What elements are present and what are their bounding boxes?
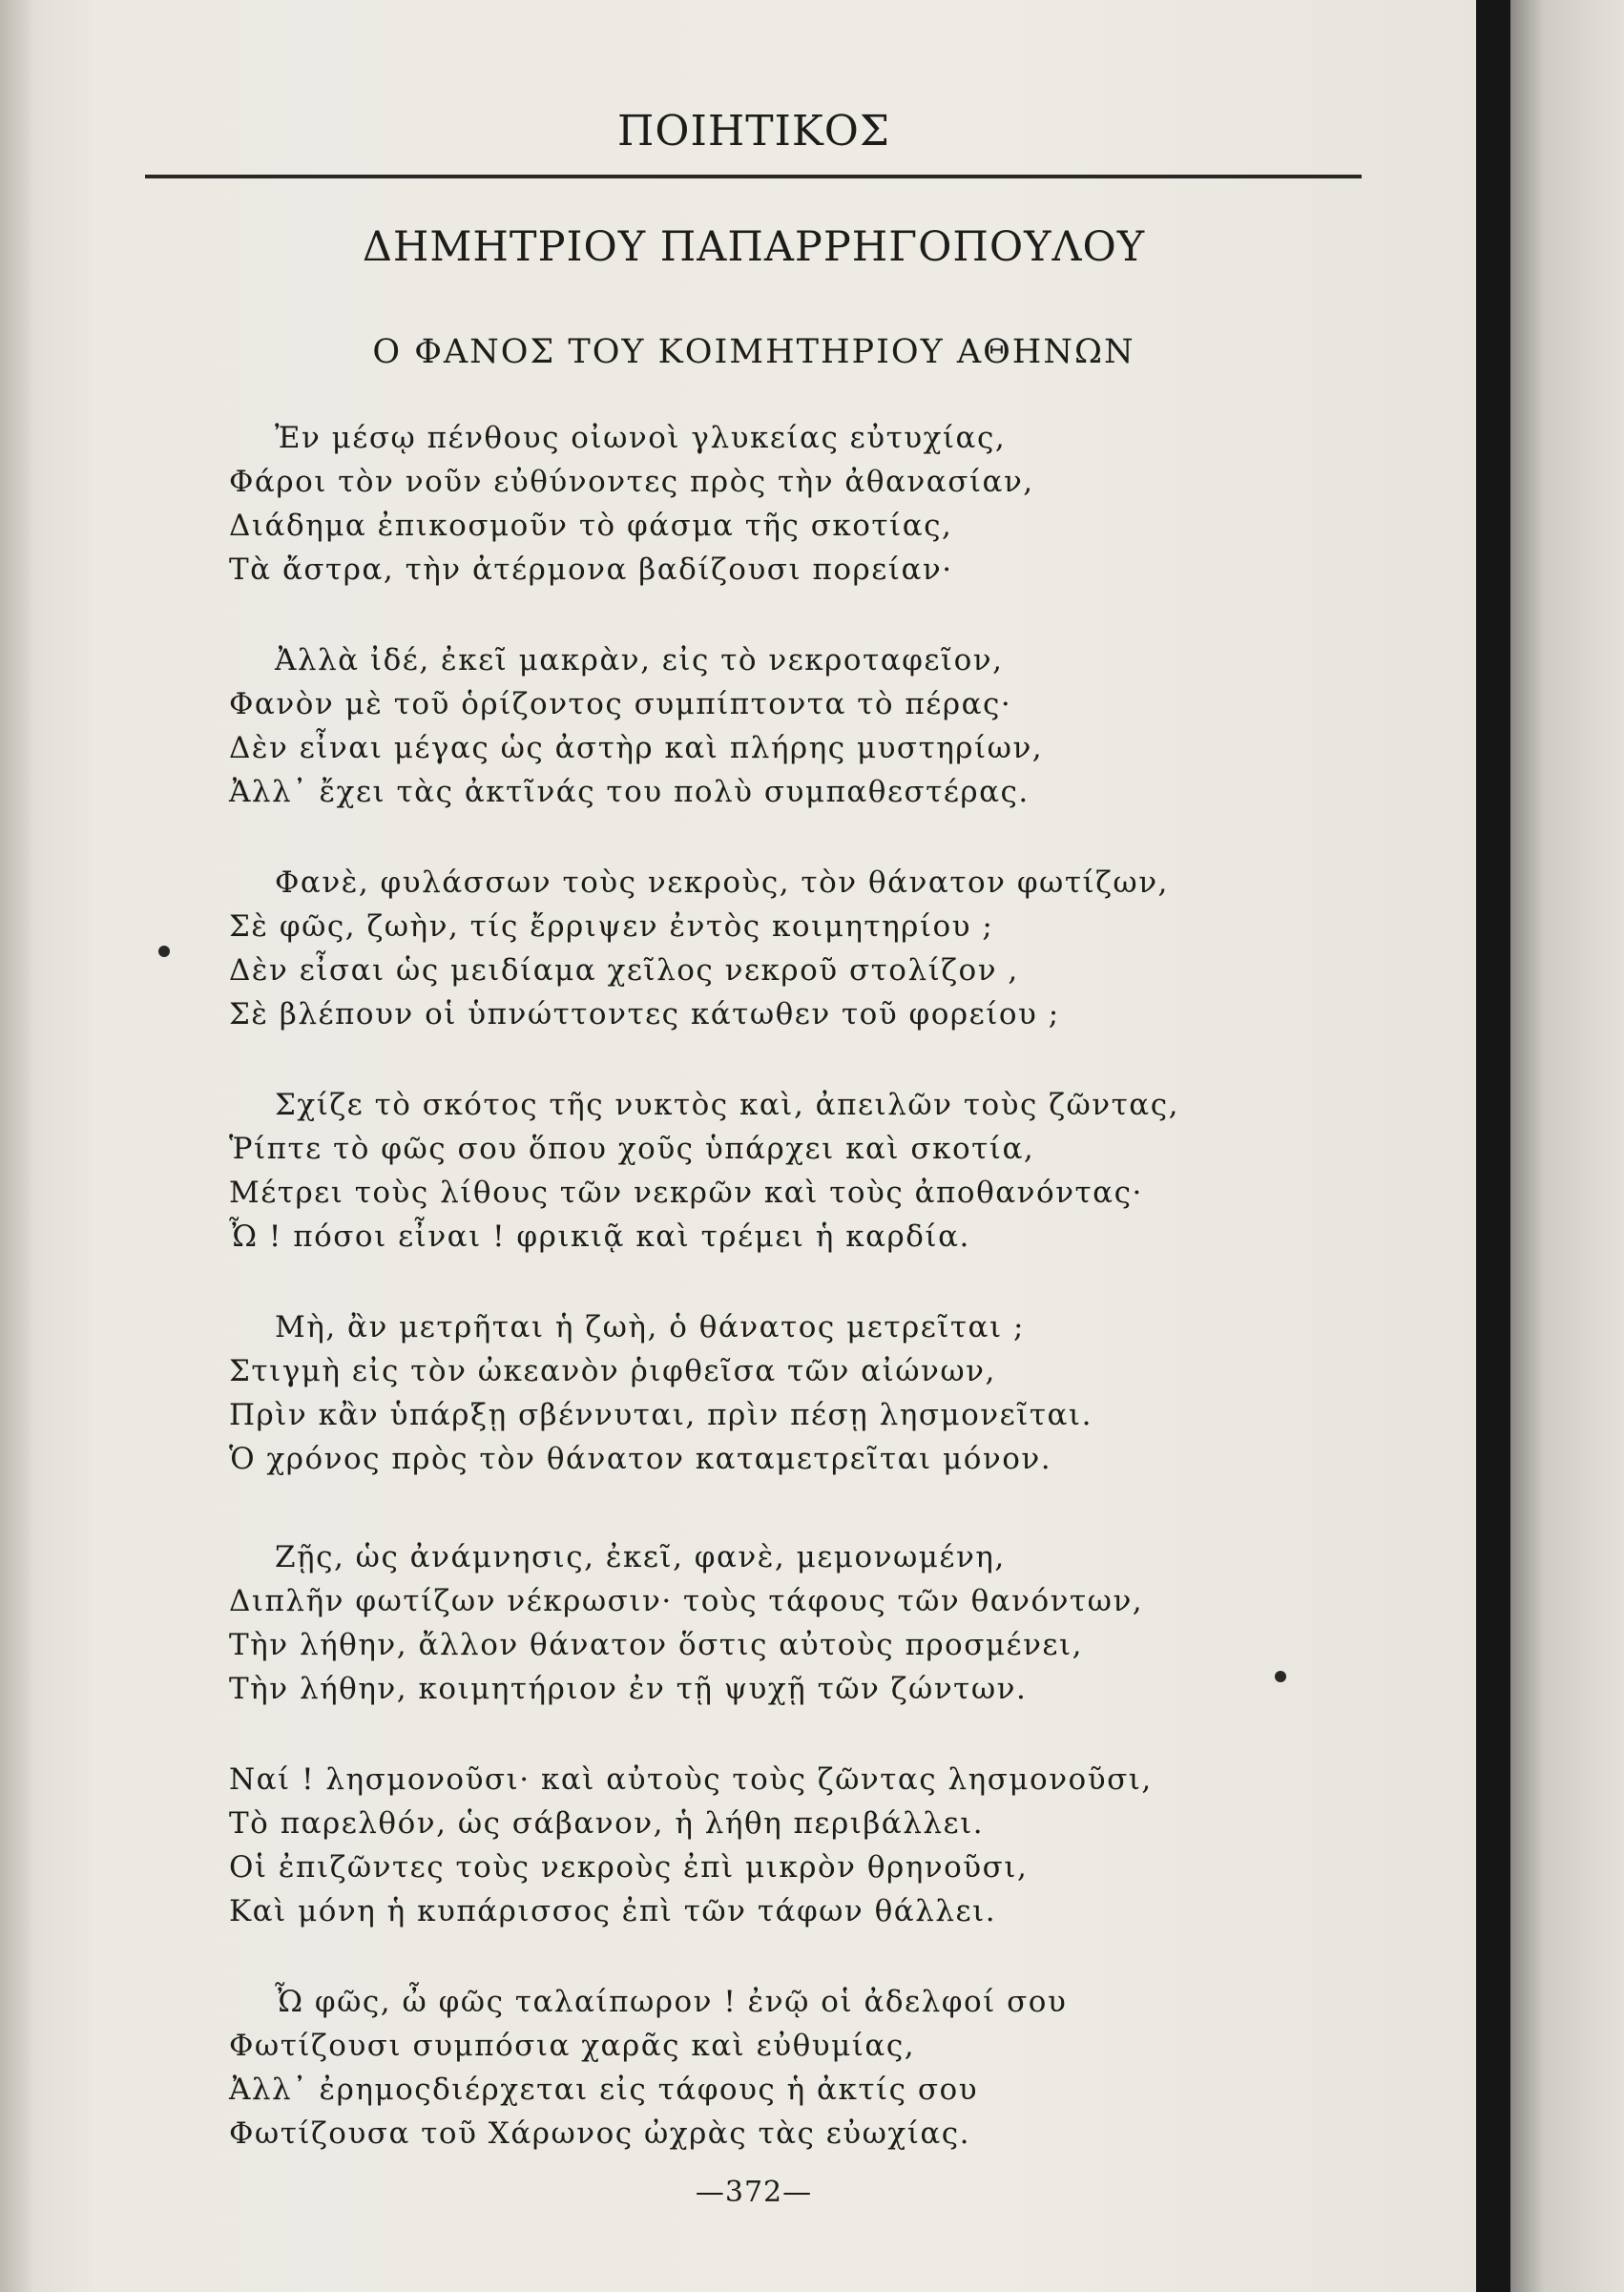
verse-line: Οἱ ἐπιζῶντες τοὺς νεκροὺς ἐπὶ μικρὸν θρηνοῦσι, [229, 1850, 1029, 1885]
stanza [229, 638, 1336, 814]
header-rule [145, 175, 1362, 178]
verse-line: Διάδημα ἐπικοσμοῦν τὸ φάσμα τῆς σκοτίας, [229, 509, 953, 543]
verse-line: Φανὲ, φυλάσσων τοὺς νεκροὺς, τὸν θάνατον φωτίζων, [275, 865, 1169, 900]
verse-line: Ἀλλὰ ἰδέ, ἐκεῖ μακρὰν, εἰς τὸ νεκροταφεῖον, [275, 643, 1004, 677]
verse-line: Μέτρει τοὺς λίθους τῶν νεκρῶν καὶ τοὺς ἀποθανόντας· [229, 1176, 1143, 1210]
verse-line: Δὲν εἶσαι ὡς μειδίαμα χεῖλος νεκροῦ στολίζον , [229, 953, 1019, 988]
book-binding [1476, 0, 1510, 2292]
verse-line: Μὴ, ἂν μετρῆται ἡ ζωὴ, ὁ θάνατος μετρεῖται ; [275, 1310, 1025, 1344]
verse-line: Φανὸν μὲ τοῦ ὁρίζοντος συμπίπτοντα τὸ πέρας· [229, 687, 1012, 721]
stanza [229, 1083, 1336, 1259]
ink-speck [1275, 1671, 1286, 1682]
facing-page-edge [1510, 0, 1624, 2292]
verse-line: Σχίζε τὸ σκότος τῆς νυκτὸς καὶ, ἀπειλῶν τοὺς ζῶντας, [275, 1088, 1179, 1122]
verse-line: Στιγμὴ εἰς τὸν ὠκεανὸν ῥιφθεῖσα τῶν αἰώνων, [229, 1354, 996, 1388]
verse-line: Ὦ ! πόσοι εἶναι ! φρικιᾷ καὶ τρέμει ἡ καρδία. [229, 1219, 970, 1254]
poem-body [229, 416, 1336, 2202]
verse-line: Ἐν μέσῳ πένθους οἰωνοὶ γλυκείας εὐτυχίας, [275, 421, 1007, 455]
running-head: ΠΟΙΗΤΙΚΟΣ [617, 107, 890, 156]
verse-line: Ναί ! λησμονοῦσι· καὶ αὐτοὺς τοὺς ζῶντας λησμονοῦσι, [229, 1762, 1153, 1797]
stanza [229, 1305, 1336, 1481]
page-number: —372— [695, 2176, 813, 2209]
page-gutter-shadow [0, 0, 34, 2292]
stanza [229, 1535, 1336, 1711]
verse-line: Σὲ βλέπουν οἱ ὑπνώττοντες κάτωθεν τοῦ φορείου ; [229, 997, 1060, 1031]
verse-line: Ῥίπτε τὸ φῶς σου ὅπου χοῦς ὑπάρχει καὶ σκοτία, [229, 1132, 1035, 1166]
verse-line: Καὶ μόνη ἡ κυπάρισσος ἐπὶ τῶν τάφων θάλλει. [229, 1894, 997, 1928]
stanza [229, 1980, 1336, 2156]
verse-line: Δὲν εἶναι μέγας ὡς ἀστὴρ καὶ πλήρης μυστηρίων, [229, 731, 1044, 765]
verse-line: Ἀλλ᾽ ἔχει τὰς ἀκτῖνάς του πολὺ συμπαθεστέρας. [229, 775, 1030, 809]
verse-line: Ζῇς, ὡς ἀνάμνησις, ἐκεῖ, φανὲ, μεμονωμένη, [275, 1540, 1006, 1574]
verse-line: Φωτίζουσι συμπόσια χαρᾶς καὶ εὐθυμίας, [229, 2029, 916, 2063]
verse-line: Τὸ παρελθόν, ὡς σάβανον, ἡ λήθη περιβάλλει. [229, 1806, 985, 1841]
verse-line: Ἀλλ᾽ ἐρημοςδιέρχεται εἰς τάφους ἡ ἀκτίς σου [229, 2073, 979, 2107]
stanza [229, 416, 1336, 592]
stanza [229, 861, 1336, 1036]
verse-line: Σὲ φῶς, ζωὴν, τίς ἔρριψεν ἐντὸς κοιμητηρίου ; [229, 909, 994, 944]
stanza [229, 1758, 1336, 1933]
verse-line: Ὦ φῶς, ὦ φῶς ταλαίπωρον ! ἐνῷ οἱ ἀδελφοί σου [275, 1985, 1068, 2019]
verse-line: Ὁ χρόνος πρὸς τὸν θάνατον καταμετρεῖται μόνον. [229, 1442, 1052, 1476]
verse-line: Τὴν λήθην, κοιμητήριον ἐν τῇ ψυχῇ τῶν ζώντων. [229, 1672, 1028, 1706]
verse-line: Τὴν λήθην, ἄλλον θάνατον ὅστις αὐτοὺς προσμένει, [229, 1628, 1083, 1662]
verse-line: Φάροι τὸν νοῦν εὐθύνοντες πρὸς τὴν ἀθανασίαν, [229, 465, 1034, 499]
verse-line: Πρὶν κἂν ὑπάρξῃ σβέννυται, πρὶν πέσῃ λησμονεῖται. [229, 1398, 1093, 1432]
verse-line: Τὰ ἄστρα, τὴν ἀτέρμονα βαδίζουσι πορείαν· [229, 552, 953, 587]
verse-line: Φωτίζουσα τοῦ Χάρωνος ὠχρὰς τὰς εὐωχίας. [229, 2116, 971, 2151]
author-heading: ΔΗΜΗΤΡΙΟΥ ΠΑΠΑΡΡΗΓΟΠΟΥΛΟΥ [362, 223, 1146, 271]
poem-title: Ο ΦΑΝΟΣ ΤΟΥ ΚΟΙΜΗΤΗΡΙΟΥ ΑΘΗΝΩΝ [372, 333, 1135, 371]
ink-speck [158, 946, 170, 957]
verse-line: Διπλῆν φωτίζων νέκρωσιν· τοὺς τάφους τῶν θανόντων, [229, 1584, 1144, 1618]
